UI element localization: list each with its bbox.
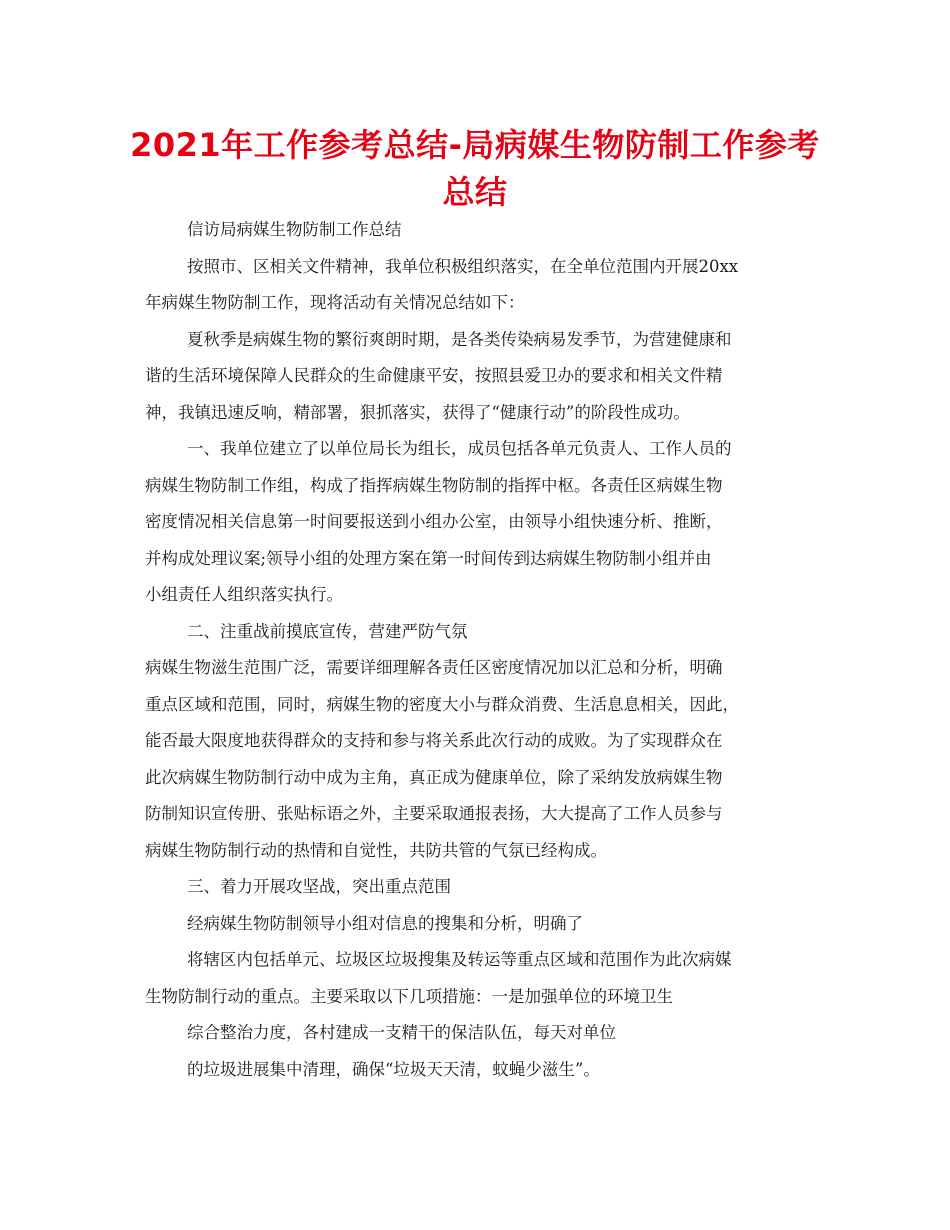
section-heading-line: 二、注重战前摸底宣传，营建严防气氛 xyxy=(187,621,468,641)
document-title xyxy=(100,122,850,216)
paragraph-line: 经病媒生物防制领导小组对信息的搜集和分析，明确了 xyxy=(187,913,583,933)
paragraph-line: 小组责任人组织落实执行。 xyxy=(145,585,343,604)
title-line: 总结 xyxy=(442,173,508,211)
paragraph-line: 能否最大限度地获得群众的支持和参与将关系此次行动的成败。为了实现群众在 xyxy=(145,731,723,750)
paragraph-line: 病媒生物滋生范围广泛，需要详细理解各责任区密度情况加以汇总和分析，明确 xyxy=(145,658,723,677)
paragraph-line: 此次病媒生物防制行动中成为主角，真正成为健康单位，除了采纳发放病媒生物 xyxy=(145,767,723,787)
subtitle-line: 信访局病媒生物防制工作总结 xyxy=(187,220,402,239)
section-heading-line: 一、我单位建立了以单位局长为组长，成员包括各单元负责人、工作人员的 xyxy=(187,439,732,458)
paragraph-line: 防制知识宣传册、张贴标语之外，主要采取通报表扬，大大提高了工作人员参与 xyxy=(145,804,723,823)
paragraph-line: 的垃圾进展集中清理，确保“垃圾天天清，蚊蝇少滋生”。 xyxy=(187,1059,600,1079)
paragraph-line: 按照市、区相关文件精神，我单位积极组织落实，在全单位范围内开展20xx xyxy=(187,256,739,276)
paragraph-line: 重点区域和范围，同时，病媒生物的密度大小与群众消费、生活息息相关，因此， xyxy=(145,694,739,714)
paragraph-line: 生物防制行动的重点。主要采取以下几项措施：一是加强单位的环境卫生 xyxy=(145,986,673,1006)
paragraph-line: 综合整治力度，各村建成一支精干的保洁队伍，每天对单位 xyxy=(187,1023,616,1042)
paragraph-line: 病媒生物防制工作组，构成了指挥病媒生物防制的指挥中枢。各责任区病媒生物 xyxy=(145,475,723,495)
paragraph-line: 将辖区内包括单元、垃圾区垃圾搜集及转运等重点区域和范围作为此次病媒 xyxy=(187,950,732,969)
paragraph-line: 并构成处理议案;领导小组的处理方案在第一时间传到达病媒生物防制小组并由 xyxy=(145,548,712,568)
title-line: 2021年工作参考总结-局病媒生物防制工作参考 xyxy=(130,126,820,164)
paragraph-line: 谐的生活环境保障人民群众的生命健康平安，按照县爱卫办的要求和相关文件精 xyxy=(145,366,723,385)
paragraph-line: 年病媒生物防制工作，现将活动有关情况总结如下： xyxy=(145,293,525,312)
paragraph-line: 夏秋季是病媒生物的繁衍爽朗时期，是各类传染病易发季节，为营建健康和 xyxy=(187,329,732,349)
section-heading-line: 三、着力开展攻坚战，突出重点范围 xyxy=(187,877,451,896)
paragraph-line: 密度情况相关信息第一时间要报送到小组办公室，由领导小组快速分析、推断， xyxy=(145,512,723,531)
paragraph-line: 神，我镇迅速反响，精部署，狠抓落实，获得了“健康行动”的阶段性成功。 xyxy=(145,402,690,422)
paragraph-line: 病媒生物防制行动的热情和自觉性，共防共管的气氛已经构成。 xyxy=(145,840,607,860)
document-body xyxy=(145,212,810,1088)
